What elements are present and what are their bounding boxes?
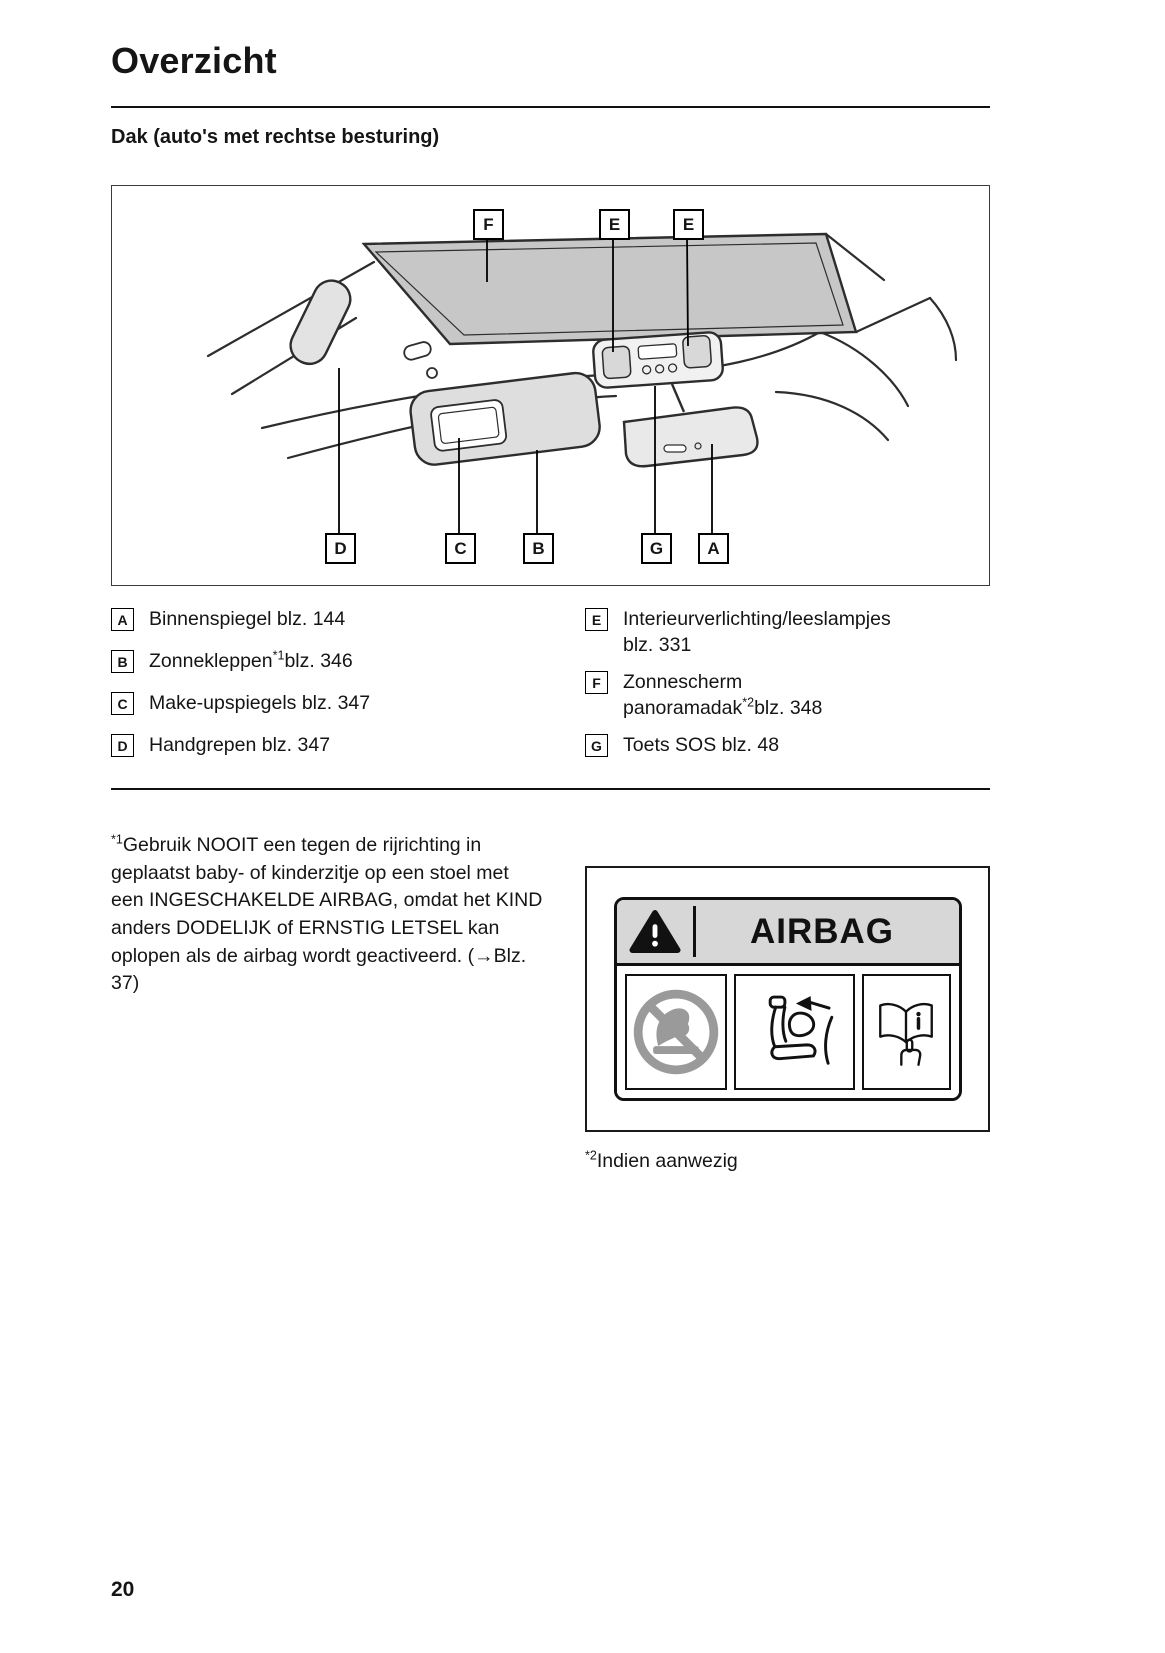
legend-key-d: D bbox=[111, 734, 134, 757]
legend-item-zonnekleppen bbox=[111, 648, 585, 674]
legend-column-right bbox=[585, 606, 990, 774]
legend-item-makeupspiegels bbox=[111, 690, 585, 716]
airbag-label-header bbox=[617, 900, 959, 966]
legend-key-g: G bbox=[585, 734, 608, 757]
footnote-marker-2: *2 bbox=[585, 1148, 597, 1163]
legend-item-binnenspiegel bbox=[111, 606, 585, 632]
legend-key-a: A bbox=[111, 608, 134, 631]
roof-diagram bbox=[111, 185, 990, 586]
legend-key-c: C bbox=[111, 692, 134, 715]
airbag-label-pictograms bbox=[617, 966, 959, 1098]
legend-label: Toets SOS blz. 48 bbox=[623, 734, 780, 756]
footnote-airbag-warning: $^{*1}$Gebruik NOOIT een tegen de rijrichting in geplaatst baby- of kinderzitje op een stoel met een INGESCHAKELDE AIRBAG, omdat het KIND anders DODELIJK of ERNSTIG LETSEL kan oplopen als de airbag wordt geactiveerd. (→Blz. 37) bbox=[111, 832, 543, 995]
section-subtitle: Dak (auto's met rechtse besturing) bbox=[111, 126, 440, 148]
callout-E1: E bbox=[599, 209, 630, 240]
footnote-marker-1: *1 bbox=[111, 832, 123, 847]
callout-E2: E bbox=[673, 209, 704, 240]
legend-key-b: B bbox=[111, 650, 134, 673]
callout-G: G bbox=[641, 533, 672, 564]
legend-column-left bbox=[111, 606, 585, 774]
callout-B: B bbox=[523, 533, 554, 564]
car-roof-illustration bbox=[112, 186, 988, 585]
legend-key-f: F bbox=[585, 671, 608, 694]
legend bbox=[111, 606, 990, 774]
legend-label: Interieurverlichting/leeslampjes blz. 331 bbox=[623, 608, 891, 656]
no-rearfacing-child-seat-icon bbox=[625, 974, 727, 1090]
legend-label: Zonnekleppen$^{*1}$blz. 346 bbox=[149, 648, 353, 672]
airbag-warning-figure bbox=[585, 866, 990, 1132]
legend-item-handgrepen bbox=[111, 732, 585, 758]
middle-divider bbox=[111, 788, 990, 790]
legend-item-interieurverlichting bbox=[585, 606, 990, 658]
seat-airbag-deployment-icon bbox=[734, 974, 855, 1090]
page-number: 20 bbox=[111, 1578, 135, 1601]
legend-label: Binnenspiegel blz. 144 bbox=[149, 608, 346, 630]
footnotes-section bbox=[111, 832, 990, 1173]
page-title: Overzicht bbox=[111, 40, 277, 81]
airbag-label-title: AIRBAG bbox=[749, 911, 895, 951]
legend-label: Make-upspiegels blz. 347 bbox=[149, 692, 371, 714]
footnote-ref-2: *2 bbox=[742, 695, 755, 710]
footnote-if-equipped: $^{*2}$Indien aanwezig bbox=[585, 1148, 738, 1172]
legend-item-toets-sos bbox=[585, 732, 990, 758]
airbag-figure-column bbox=[585, 832, 990, 1173]
legend-label: Handgrepen blz. 347 bbox=[149, 734, 331, 756]
top-divider bbox=[111, 106, 990, 108]
warning-triangle-icon bbox=[627, 906, 696, 957]
footnote-ref-1: *1 bbox=[272, 648, 285, 663]
legend-item-zonnescherm bbox=[585, 669, 990, 721]
callout-C: C bbox=[445, 533, 476, 564]
callout-A: A bbox=[698, 533, 729, 564]
owners-manual-icon bbox=[862, 974, 950, 1090]
legend-key-e: E bbox=[585, 608, 608, 631]
legend-label: Zonnescherm panoramadak$^{*2}$blz. 348 bbox=[623, 671, 823, 719]
callout-F: F bbox=[473, 209, 504, 240]
airbag-label bbox=[614, 897, 962, 1101]
callout-D: D bbox=[325, 533, 356, 564]
